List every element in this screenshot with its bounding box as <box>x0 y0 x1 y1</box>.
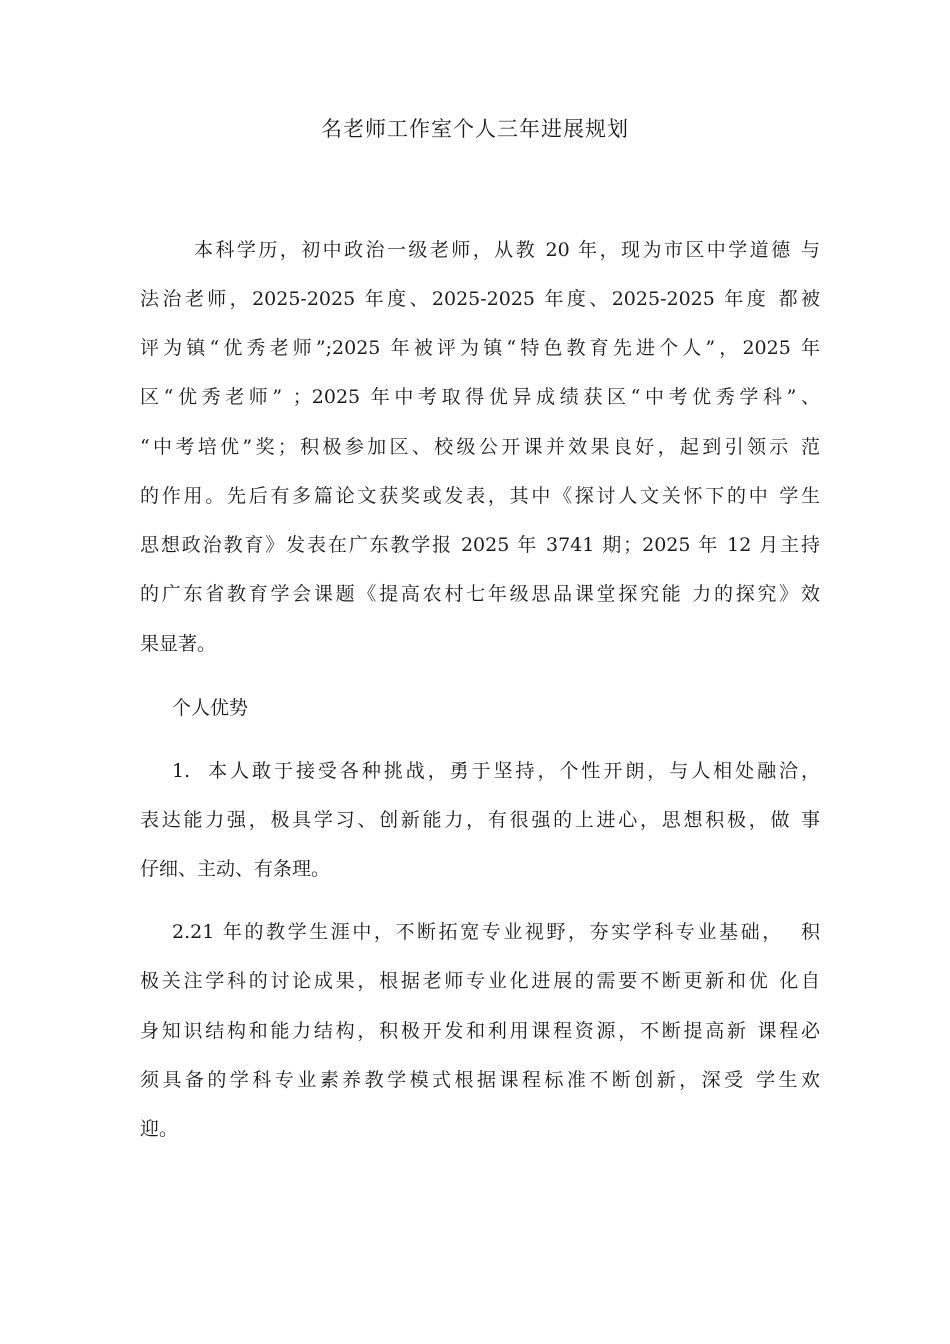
intro-line: 思想政治教育》发表在广东教学报 2025 年 3741 期；2025 年 12 月主持 <box>140 534 820 556</box>
item-2-line: 须具备的学科专业素养教学模式根据课程标准不断创新，深受 学生欢 <box>140 1069 820 1091</box>
item-1-line: 表达能力强，极具学习、创新能力，有很强的上进心，思想积极，做 事 <box>140 809 820 831</box>
intro-line: 区“优秀老师” ；2025 年中考取得优异成绩获区“中考优秀学科”、 <box>140 386 820 408</box>
item-1-line: 仔细、主动、有条理。 <box>140 858 331 880</box>
item-2-line: 身知识结构和能力结构，积极开发和利用课程资源，不断提高新 课程必 <box>140 1020 820 1042</box>
intro-line: 评为镇“优秀老师”;2025 年被评为镇“特色教育先进个人”，2025 年 <box>140 337 820 359</box>
intro-line: 的广东省教育学会课题《提高农村七年级思品课堂探究能 力的探究》效 <box>140 583 820 605</box>
item-1-line: 1. 本人敢于接受各种挑战，勇于坚持，个性开朗，与人相处融洽， <box>172 760 820 782</box>
intro-line: 的作用。先后有多篇论文获奖或发表，其中《探讨人文关怀下的中 学生 <box>140 485 820 507</box>
intro-line: 本科学历，初中政治一级老师，从教 20 年，现为市区中学道德 与 <box>194 239 820 261</box>
document-title: 名老师工作室个人三年进展规划 <box>321 117 629 141</box>
item-2-line: 迎。 <box>140 1118 179 1140</box>
intro-line: “中考培优”奖；积极参加区、校级公开课并效果良好，起到引领示 范 <box>140 436 820 458</box>
section-heading: 个人优势 <box>172 697 249 719</box>
item-2-line: 极关注学科的讨论成果，根据老师专业化进展的需要不断更新和优 化自 <box>140 970 820 992</box>
item-2-line: 2.21 年的教学生涯中，不断拓宽专业视野，夯实学科专业基础， 积 <box>172 921 820 943</box>
intro-line: 果显著。 <box>140 633 217 655</box>
intro-line: 法治老师，2025-2025 年度、2025-2025 年度、2025-2025 年度 都被 <box>140 288 820 310</box>
